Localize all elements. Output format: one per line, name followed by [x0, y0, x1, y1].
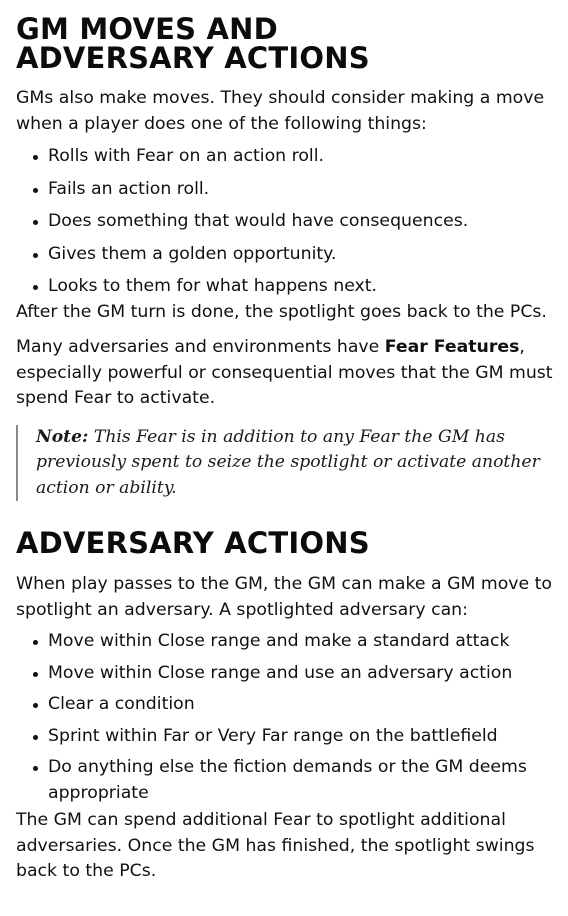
list-item: Rolls with Fear on an action roll.: [16, 144, 562, 170]
title-line-2: ADVERSARY ACTIONS: [16, 41, 370, 75]
adversary-actions-intro: When play passes to the GM, the GM can make a GM move to spotlight an adversary. A spotlighted adversary can:: [16, 574, 552, 620]
list-item: Gives them a golden opportunity.: [16, 242, 562, 268]
gm-move-trigger-list: [16, 144, 562, 300]
list-item: Fails an action roll.: [16, 177, 562, 203]
fear-features-term: Fear Features: [384, 337, 520, 357]
note-label: Note:: [36, 426, 89, 447]
after-turn-paragraph: After the GM turn is done, the spotlight goes back to the PCs.: [16, 301, 547, 322]
document-page: [16, 0, 562, 885]
list-item: Move within Close range and use an adversary action: [16, 661, 562, 687]
list-item: Do anything else the fiction demands or the GM deems appropriate: [16, 755, 562, 806]
list-item: Move within Close range and make a standard attack: [16, 629, 562, 655]
list-item: Does something that would have consequences.: [16, 209, 562, 235]
list-item: Clear a condition: [16, 692, 562, 718]
gm-moves-intro: GMs also make moves. They should consider making a move when a player does one of the following things:: [16, 88, 545, 134]
list-item: Looks to them for what happens next.: [16, 274, 562, 300]
note-text: This Fear is in addition to any Fear the GM has previously spent to seize the spotlight or activate another action or ability.: [36, 426, 540, 498]
fear-text-post: , especially powerful or consequential moves that the GM must spend Fear to activate.: [16, 337, 553, 408]
list-item: Sprint within Far or Very Far range on the battlefield: [16, 724, 562, 750]
title-line-1: GM MOVES AND: [16, 12, 278, 46]
adversary-action-list: [16, 629, 562, 806]
closing-paragraph: The GM can spend additional Fear to spotlight additional adversaries. Once the GM has finished, the spotlight swings back to the PCs.: [16, 810, 535, 881]
fear-text-pre: Many adversaries and environments have: [16, 337, 385, 357]
fear-features-paragraph: [16, 335, 562, 412]
note-callout: [16, 425, 562, 502]
section-title-gm-moves: [16, 0, 562, 73]
section-title-adversary-actions: ADVERSARY ACTIONS: [16, 526, 370, 560]
